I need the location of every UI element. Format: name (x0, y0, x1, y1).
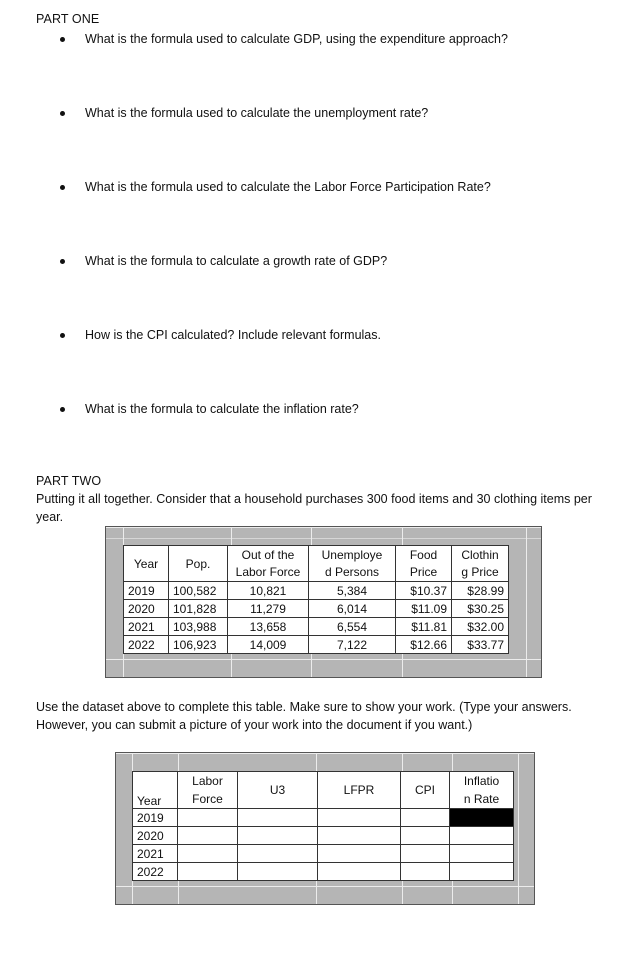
header-labor-force-line2: Force (192, 792, 223, 806)
cell-labor-force[interactable] (178, 845, 238, 863)
cell-year: 2020 (133, 827, 178, 845)
cell-out-of-labor-force: 14,009 (228, 636, 309, 654)
cell-food-price: $10.37 (396, 582, 452, 600)
cell-cpi[interactable] (401, 827, 450, 845)
header-out-of-labor-force-line2: Labor Force (228, 564, 309, 582)
cell-year: 2022 (124, 636, 169, 654)
cell-u3[interactable] (238, 809, 318, 827)
header-out-of-labor-force: Out of the (228, 546, 309, 565)
bullet-icon (60, 333, 65, 338)
cell-year: 2021 (133, 845, 178, 863)
header-clothing-price: Clothin (452, 546, 509, 565)
cell-cpi[interactable] (401, 845, 450, 863)
answer-table-frame (115, 752, 535, 905)
cell-lfpr[interactable] (318, 809, 401, 827)
table-row (124, 600, 509, 618)
cell-out-of-labor-force: 13,658 (228, 618, 309, 636)
question-text: What is the formula to calculate the inflation rate? (85, 402, 359, 416)
cell-clothing-price: $32.00 (452, 618, 509, 636)
header-year: Year (124, 546, 169, 582)
cell-year: 2020 (124, 600, 169, 618)
cell-food-price: $12.66 (396, 636, 452, 654)
part-two-intro: Putting it all together. Consider that a household purchases 300 food items and 30 clothing items per year. (36, 492, 592, 524)
bullet-icon (60, 111, 65, 116)
bullet-icon (60, 407, 65, 412)
cell-labor-force[interactable] (178, 809, 238, 827)
cell-out-of-labor-force: 10,821 (228, 582, 309, 600)
cell-lfpr[interactable] (318, 845, 401, 863)
cell-u3[interactable] (238, 863, 318, 881)
question-text: What is the formula used to calculate the Labor Force Participation Rate? (85, 180, 491, 194)
answer-table (132, 771, 514, 881)
cell-year: 2022 (133, 863, 178, 881)
header-unemployed-persons: Unemploye (309, 546, 396, 565)
question-text: What is the formula used to calculate GDP, using the expenditure approach? (85, 32, 508, 46)
bullet-icon (60, 259, 65, 264)
cell-cpi[interactable] (401, 863, 450, 881)
cell-clothing-price: $28.99 (452, 582, 509, 600)
cell-unemployed: 6,554 (309, 618, 396, 636)
cell-unemployed: 6,014 (309, 600, 396, 618)
header-pop: Pop. (169, 546, 228, 582)
cell-lfpr[interactable] (318, 863, 401, 881)
cell-year: 2019 (124, 582, 169, 600)
header-clothing-price-line2: g Price (452, 564, 509, 582)
header-lfpr: LFPR (318, 772, 401, 809)
cell-food-price: $11.09 (396, 600, 452, 618)
question-gdp-formula (60, 32, 508, 46)
cell-inflation-rate[interactable] (450, 827, 514, 845)
question-text: What is the formula to calculate a growth rate of GDP? (85, 254, 388, 268)
cell-inflation-rate[interactable] (450, 863, 514, 881)
bullet-icon (60, 37, 65, 42)
cell-year: 2021 (124, 618, 169, 636)
header-inflation-rate-line2: n Rate (463, 792, 500, 806)
header-food-price-line2: Price (396, 564, 452, 582)
question-gdp-growth (60, 254, 387, 268)
question-inflation-rate (60, 402, 359, 416)
part-two-title: PART TWO (36, 474, 102, 488)
cell-labor-force[interactable] (178, 863, 238, 881)
cell-pop: 100,582 (169, 582, 228, 600)
cell-year: 2019 (133, 809, 178, 827)
cell-cpi[interactable] (401, 809, 450, 827)
table-row (133, 809, 514, 827)
table-row (133, 863, 514, 881)
table-row (124, 582, 509, 600)
cell-u3[interactable] (238, 845, 318, 863)
cell-pop: 101,828 (169, 600, 228, 618)
header-labor-force-line1: Labor (192, 774, 223, 788)
header-food-price: Food (396, 546, 452, 565)
table-row (133, 827, 514, 845)
cell-labor-force[interactable] (178, 827, 238, 845)
cell-unemployed: 7,122 (309, 636, 396, 654)
table-row (133, 845, 514, 863)
part-one-title: PART ONE (36, 12, 100, 26)
cell-pop: 106,923 (169, 636, 228, 654)
cell-out-of-labor-force: 11,279 (228, 600, 309, 618)
bullet-icon (60, 185, 65, 190)
cell-unemployed: 5,384 (309, 582, 396, 600)
header-inflation-rate-line1: Inflatio (463, 774, 500, 788)
header-labor-force (178, 772, 238, 809)
table-row (124, 636, 509, 654)
table-row (124, 618, 509, 636)
part-two-instructions: Use the dataset above to complete this table. Make sure to show your work. (Type your answers. However, you can submit a picture of your work into the document if you want.) (36, 700, 572, 732)
question-cpi (60, 328, 381, 342)
dataset-table (123, 545, 509, 654)
cell-food-price: $11.81 (396, 618, 452, 636)
cell-inflation-rate[interactable] (450, 845, 514, 863)
cell-u3[interactable] (238, 827, 318, 845)
question-lfpr (60, 180, 491, 194)
header-cpi: CPI (401, 772, 450, 809)
question-unemployment-rate (60, 106, 428, 120)
header-inflation-rate (450, 772, 514, 809)
cell-inflation-rate-blocked (450, 809, 514, 827)
cell-lfpr[interactable] (318, 827, 401, 845)
header-year: Year (133, 772, 178, 809)
header-u3: U3 (238, 772, 318, 809)
question-text: How is the CPI calculated? Include relevant formulas. (85, 328, 381, 342)
dataset-table-frame (105, 526, 542, 678)
header-unemployed-persons-line2: d Persons (309, 564, 396, 582)
cell-clothing-price: $33.77 (452, 636, 509, 654)
cell-pop: 103,988 (169, 618, 228, 636)
question-text: What is the formula used to calculate the unemployment rate? (85, 106, 429, 120)
cell-clothing-price: $30.25 (452, 600, 509, 618)
